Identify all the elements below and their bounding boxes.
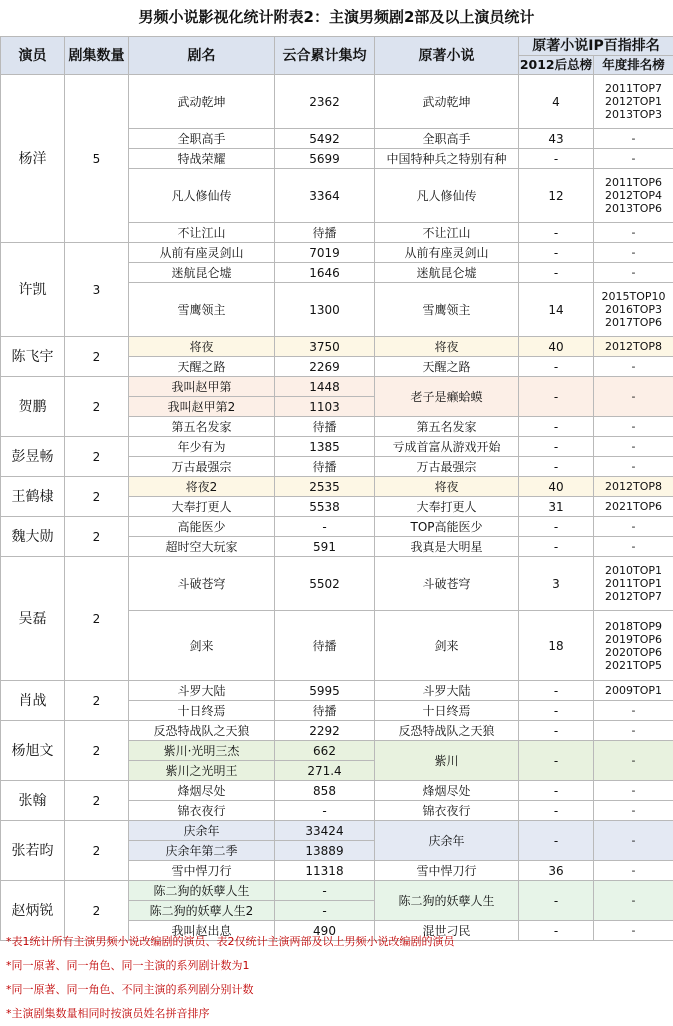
- header-actor: 演员: [1, 37, 65, 75]
- yunhe-average: 2292: [275, 721, 375, 741]
- rank-year-entry: -: [594, 132, 673, 145]
- drama-count: 2: [65, 681, 129, 721]
- drama-name: 武动乾坤: [129, 75, 275, 129]
- rank-year: [594, 357, 673, 377]
- rank-total: 43: [519, 129, 594, 149]
- yunhe-average: 271.4: [275, 761, 375, 781]
- drama-name: 迷航昆仑墟: [129, 263, 275, 283]
- rank-year-entry: 2011TOP6: [594, 176, 673, 189]
- source-novel: 斗罗大陆: [375, 681, 519, 701]
- drama-name: 陈二狗的妖孽人生: [129, 881, 275, 901]
- rank-year: [594, 741, 673, 781]
- rank-year: [594, 149, 673, 169]
- drama-name: 剑来: [129, 611, 275, 681]
- actor-name: 张若昀: [1, 821, 65, 881]
- drama-name: 万古最强宗: [129, 457, 275, 477]
- drama-name: 我叫赵甲第: [129, 377, 275, 397]
- header-novel: 原著小说: [375, 37, 519, 75]
- drama-name: 高能医少: [129, 517, 275, 537]
- rank-total: -: [519, 437, 594, 457]
- yunhe-average: -: [275, 801, 375, 821]
- source-novel: 锦衣夜行: [375, 801, 519, 821]
- yunhe-average: 5538: [275, 497, 375, 517]
- source-novel: 大奉打更人: [375, 497, 519, 517]
- drama-count: 2: [65, 721, 129, 781]
- rank-total: 3: [519, 557, 594, 611]
- source-novel: 陈二狗的妖孽人生: [375, 881, 519, 921]
- drama-name: 我叫赵出息: [129, 921, 275, 941]
- drama-name: 第五名发家: [129, 417, 275, 437]
- footnote: *同一原著、同一角色、不同主演的系列剧分别计数: [6, 978, 666, 1002]
- rank-year-entry: 2017TOP6: [594, 316, 673, 329]
- source-novel: 凡人修仙传: [375, 169, 519, 223]
- rank-total: -: [519, 821, 594, 861]
- rank-total: -: [519, 149, 594, 169]
- table-row: [1, 781, 673, 801]
- actor-name: 贺鹏: [1, 377, 65, 437]
- yunhe-average: 7019: [275, 243, 375, 263]
- drama-name: 陈二狗的妖孽人生2: [129, 901, 275, 921]
- source-novel: 反恐特战队之天狼: [375, 721, 519, 741]
- rank-total: -: [519, 701, 594, 721]
- drama-name: 雪中悍刀行: [129, 861, 275, 881]
- yunhe-average: 33424: [275, 821, 375, 841]
- rank-total: -: [519, 741, 594, 781]
- actor-name: 陈飞宇: [1, 337, 65, 377]
- rank-year: [594, 701, 673, 721]
- page-title: 男频小说影视化统计附表2：主演男频剧2部及以上演员统计: [0, 0, 673, 34]
- rank-year: [594, 801, 673, 821]
- drama-name: 凡人修仙传: [129, 169, 275, 223]
- rank-year-entry: 2013TOP3: [594, 108, 673, 121]
- drama-name: 不让江山: [129, 223, 275, 243]
- source-novel: 雪中悍刀行: [375, 861, 519, 881]
- source-novel: 武动乾坤: [375, 75, 519, 129]
- yunhe-average: 858: [275, 781, 375, 801]
- table-row: [1, 337, 673, 357]
- table-row: [1, 557, 673, 611]
- table-row: [1, 243, 673, 263]
- table-row: [1, 721, 673, 741]
- rank-year-entry: -: [594, 704, 673, 717]
- drama-count: 2: [65, 477, 129, 517]
- rank-year-entry: 2011TOP7: [594, 82, 673, 95]
- source-novel: TOP高能医少: [375, 517, 519, 537]
- rank-total: 14: [519, 283, 594, 337]
- yunhe-average: 2362: [275, 75, 375, 129]
- actor-name: 吴磊: [1, 557, 65, 681]
- header-ip-rank: 原著小说IP百指排名: [519, 37, 673, 56]
- rank-year-entry: 2013TOP6: [594, 202, 673, 215]
- drama-name: 紫川·光明三杰: [129, 741, 275, 761]
- rank-year: [594, 283, 673, 337]
- rank-year: [594, 417, 673, 437]
- yunhe-average: 1448: [275, 377, 375, 397]
- rank-year: [594, 611, 673, 681]
- rank-year-entry: -: [594, 894, 673, 907]
- drama-count: 2: [65, 517, 129, 557]
- rank-year-entry: -: [594, 924, 673, 937]
- rank-total: 36: [519, 861, 594, 881]
- rank-year: [594, 377, 673, 417]
- header-avg: 云合累计集均: [275, 37, 375, 75]
- rank-year: [594, 263, 673, 283]
- source-novel: 第五名发家: [375, 417, 519, 437]
- rank-total: -: [519, 537, 594, 557]
- yunhe-average: 1300: [275, 283, 375, 337]
- drama-name: 将夜2: [129, 477, 275, 497]
- rank-year-entry: -: [594, 784, 673, 797]
- rank-year-entry: 2019TOP6: [594, 633, 673, 646]
- drama-count: 5: [65, 75, 129, 243]
- source-novel: 将夜: [375, 337, 519, 357]
- table-row: [1, 681, 673, 701]
- rank-year: [594, 861, 673, 881]
- yunhe-average: 5699: [275, 149, 375, 169]
- source-novel: 紫川: [375, 741, 519, 781]
- drama-name: 烽烟尽处: [129, 781, 275, 801]
- rank-total: -: [519, 721, 594, 741]
- rank-year: [594, 243, 673, 263]
- yunhe-average: 13889: [275, 841, 375, 861]
- actor-name: 杨旭文: [1, 721, 65, 781]
- source-novel: 从前有座灵剑山: [375, 243, 519, 263]
- rank-total: -: [519, 223, 594, 243]
- rank-year: [594, 821, 673, 861]
- rank-total: -: [519, 801, 594, 821]
- yunhe-average: 11318: [275, 861, 375, 881]
- rank-year-entry: 2009TOP1: [594, 684, 673, 697]
- yunhe-average: 591: [275, 537, 375, 557]
- yunhe-average: 662: [275, 741, 375, 761]
- table-row: [1, 477, 673, 497]
- rank-year: [594, 169, 673, 223]
- source-novel: 斗破苍穹: [375, 557, 519, 611]
- rank-year-entry: 2012TOP1: [594, 95, 673, 108]
- rank-year: [594, 881, 673, 921]
- drama-name: 雪鹰领主: [129, 283, 275, 337]
- actor-name: 许凯: [1, 243, 65, 337]
- source-novel: 将夜: [375, 477, 519, 497]
- yunhe-average: 3364: [275, 169, 375, 223]
- drama-name: 庆余年第二季: [129, 841, 275, 861]
- rank-total: 12: [519, 169, 594, 223]
- rank-year-entry: -: [594, 834, 673, 847]
- drama-name: 超时空大玩家: [129, 537, 275, 557]
- rank-year-entry: -: [594, 152, 673, 165]
- source-novel: 不让江山: [375, 223, 519, 243]
- source-novel: 剑来: [375, 611, 519, 681]
- rank-total: -: [519, 457, 594, 477]
- rank-year-entry: -: [594, 246, 673, 259]
- table-row: [1, 821, 673, 841]
- drama-name: 锦衣夜行: [129, 801, 275, 821]
- rank-year: [594, 557, 673, 611]
- source-novel: 亏成首富从游戏开始: [375, 437, 519, 457]
- rank-year-entry: 2015TOP10: [594, 290, 673, 303]
- header-drama: 剧名: [129, 37, 275, 75]
- rank-year: [594, 721, 673, 741]
- rank-year-entry: 2021TOP6: [594, 500, 673, 513]
- drama-name: 将夜: [129, 337, 275, 357]
- table-row: [1, 437, 673, 457]
- rank-year: [594, 129, 673, 149]
- yunhe-average: -: [275, 881, 375, 901]
- rank-year-entry: 2012TOP8: [594, 480, 673, 493]
- rank-year-entry: -: [594, 420, 673, 433]
- rank-year: [594, 537, 673, 557]
- drama-name: 反恐特战队之天狼: [129, 721, 275, 741]
- drama-name: 十日终焉: [129, 701, 275, 721]
- yunhe-average: -: [275, 901, 375, 921]
- rank-year: [594, 517, 673, 537]
- rank-total: -: [519, 921, 594, 941]
- rank-year: [594, 223, 673, 243]
- actor-name: 杨洋: [1, 75, 65, 243]
- footnote: *表1统计所有主演男频小说改编剧的演员、表2仅统计主演两部及以上男频小说改编剧的演员: [6, 930, 666, 954]
- drama-name: 从前有座灵剑山: [129, 243, 275, 263]
- rank-year: [594, 477, 673, 497]
- yunhe-average: 5492: [275, 129, 375, 149]
- rank-year: [594, 457, 673, 477]
- header-rank-year: 年度排名榜: [594, 56, 673, 75]
- header-rank-total: 2012后总榜: [519, 56, 594, 75]
- yunhe-average: 待播: [275, 457, 375, 477]
- drama-name: 斗破苍穹: [129, 557, 275, 611]
- yunhe-average: 5502: [275, 557, 375, 611]
- rank-year-entry: -: [594, 864, 673, 877]
- yunhe-average: 待播: [275, 701, 375, 721]
- rank-year-entry: 2020TOP6: [594, 646, 673, 659]
- drama-count: 2: [65, 781, 129, 821]
- drama-name: 大奉打更人: [129, 497, 275, 517]
- source-novel: 迷航昆仑墟: [375, 263, 519, 283]
- rank-total: 18: [519, 611, 594, 681]
- rank-total: -: [519, 417, 594, 437]
- footnotes: [6, 930, 666, 1026]
- rank-year-entry: -: [594, 754, 673, 767]
- actor-name: 赵炳锐: [1, 881, 65, 941]
- rank-year-entry: -: [594, 440, 673, 453]
- yunhe-average: 5995: [275, 681, 375, 701]
- drama-name: 全职高手: [129, 129, 275, 149]
- rank-year-entry: -: [594, 540, 673, 553]
- rank-year-entry: -: [594, 266, 673, 279]
- yunhe-average: 1385: [275, 437, 375, 457]
- table-row: [1, 881, 673, 901]
- drama-name: 特战荣耀: [129, 149, 275, 169]
- rank-year: [594, 497, 673, 517]
- drama-name: 年少有为: [129, 437, 275, 457]
- actor-name: 肖战: [1, 681, 65, 721]
- rank-year-entry: 2018TOP9: [594, 620, 673, 633]
- drama-name: 庆余年: [129, 821, 275, 841]
- drama-count: 2: [65, 557, 129, 681]
- source-novel: 我真是大明星: [375, 537, 519, 557]
- table-row: [1, 377, 673, 397]
- rank-year: [594, 75, 673, 129]
- rank-year: [594, 681, 673, 701]
- drama-name: 斗罗大陆: [129, 681, 275, 701]
- rank-total: -: [519, 377, 594, 417]
- rank-total: 31: [519, 497, 594, 517]
- actor-statistics-table: [0, 36, 673, 941]
- actor-name: 彭昱畅: [1, 437, 65, 477]
- rank-year: [594, 337, 673, 357]
- header-count: 剧集数量: [65, 37, 129, 75]
- rank-year-entry: 2016TOP3: [594, 303, 673, 316]
- yunhe-average: 1646: [275, 263, 375, 283]
- rank-year-entry: -: [594, 460, 673, 473]
- actor-name: 张翰: [1, 781, 65, 821]
- yunhe-average: 2535: [275, 477, 375, 497]
- source-novel: 万古最强宗: [375, 457, 519, 477]
- rank-year-entry: -: [594, 360, 673, 373]
- yunhe-average: -: [275, 517, 375, 537]
- rank-total: -: [519, 881, 594, 921]
- drama-name: 天醒之路: [129, 357, 275, 377]
- rank-year-entry: -: [594, 226, 673, 239]
- source-novel: 全职高手: [375, 129, 519, 149]
- yunhe-average: 待播: [275, 611, 375, 681]
- source-novel: 烽烟尽处: [375, 781, 519, 801]
- rank-year-entry: -: [594, 520, 673, 533]
- drama-count: 2: [65, 337, 129, 377]
- yunhe-average: 3750: [275, 337, 375, 357]
- rank-year-entry: -: [594, 724, 673, 737]
- table-row: [1, 517, 673, 537]
- rank-total: -: [519, 263, 594, 283]
- footnote: *主演剧集数量相同时按演员姓名拼音排序: [6, 1002, 666, 1026]
- drama-count: 2: [65, 821, 129, 881]
- actor-name: 王鹤棣: [1, 477, 65, 517]
- drama-count: 3: [65, 243, 129, 337]
- rank-year-entry: -: [594, 390, 673, 403]
- drama-name: 紫川之光明王: [129, 761, 275, 781]
- source-novel: 十日终焉: [375, 701, 519, 721]
- rank-total: -: [519, 681, 594, 701]
- source-novel: 天醒之路: [375, 357, 519, 377]
- rank-year-entry: 2010TOP1: [594, 564, 673, 577]
- source-novel: 雪鹰领主: [375, 283, 519, 337]
- source-novel: 老子是癞蛤蟆: [375, 377, 519, 417]
- rank-year-entry: 2012TOP4: [594, 189, 673, 202]
- yunhe-average: 2269: [275, 357, 375, 377]
- drama-count: 2: [65, 881, 129, 941]
- rank-year-entry: -: [594, 804, 673, 817]
- actor-name: 魏大勋: [1, 517, 65, 557]
- footnote: *同一原著、同一角色、同一主演的系列剧计数为1: [6, 954, 666, 978]
- rank-year-entry: 2011TOP1: [594, 577, 673, 590]
- table-row: [1, 75, 673, 129]
- yunhe-average: 待播: [275, 223, 375, 243]
- rank-year: [594, 781, 673, 801]
- source-novel: 庆余年: [375, 821, 519, 861]
- rank-total: -: [519, 243, 594, 263]
- drama-count: 2: [65, 377, 129, 437]
- rank-year-entry: 2021TOP5: [594, 659, 673, 672]
- source-novel: 混世刁民: [375, 921, 519, 941]
- rank-year-entry: 2012TOP7: [594, 590, 673, 603]
- rank-year-entry: 2012TOP8: [594, 340, 673, 353]
- yunhe-average: 1103: [275, 397, 375, 417]
- source-novel: 中国特种兵之特别有种: [375, 149, 519, 169]
- yunhe-average: 490: [275, 921, 375, 941]
- drama-name: 我叫赵甲第2: [129, 397, 275, 417]
- rank-total: 4: [519, 75, 594, 129]
- rank-total: -: [519, 781, 594, 801]
- rank-total: -: [519, 517, 594, 537]
- yunhe-average: 待播: [275, 417, 375, 437]
- rank-total: 40: [519, 477, 594, 497]
- rank-total: 40: [519, 337, 594, 357]
- drama-count: 2: [65, 437, 129, 477]
- rank-total: -: [519, 357, 594, 377]
- rank-year: [594, 437, 673, 457]
